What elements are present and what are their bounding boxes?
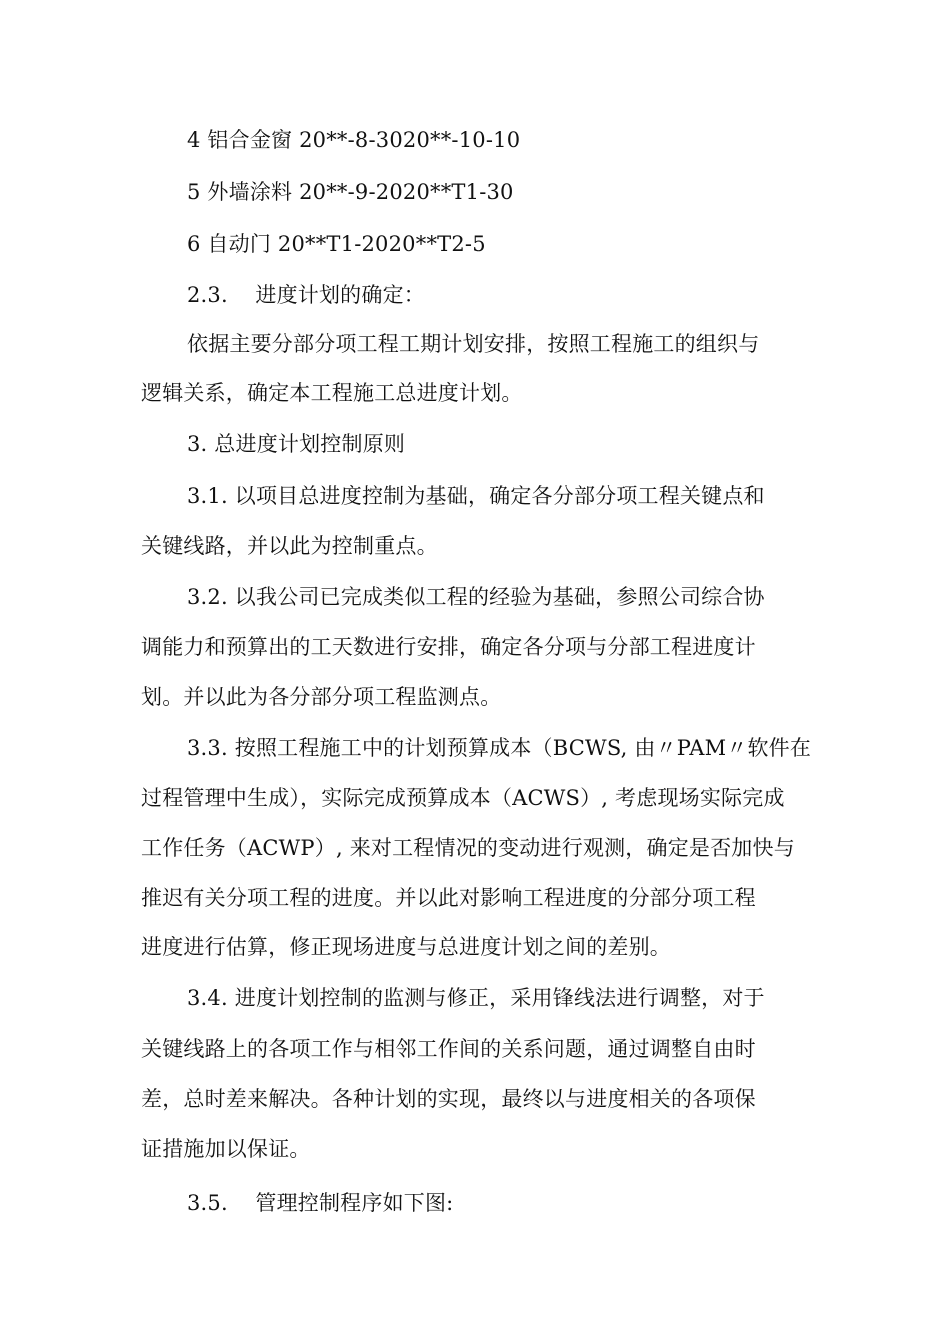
paragraph-line: 依据主要分部分项工程工期计划安排，按照工程施工的组织与 [187, 332, 760, 356]
paragraph-line: 划。并以此为各分部分项工程监测点。 [141, 685, 502, 709]
paragraph-line: 推迟有关分项工程的进度。并以此对影响工程进度的分部分项工程 [141, 886, 756, 910]
paragraph-line: 3.2. 以我公司已完成类似工程的经验为基础，参照公司综合协 [187, 585, 765, 609]
paragraph-line: 3.3. 按照工程施工中的计划预算成本（BCWS, 由〃PAM〃软件在 [187, 736, 812, 760]
section-heading-2-3: 2.3. 进度计划的确定： [187, 283, 425, 307]
paragraph-line: 逻辑关系，确定本工程施工总进度计划。 [141, 381, 523, 405]
paragraph-line: 关键线路，并以此为控制重点。 [141, 534, 438, 558]
paragraph-line: 过程管理中生成），实际完成预算成本（ACWS）, 考虑现场实际完成 [141, 786, 785, 810]
paragraph-line: 进度进行估算，修正现场进度与总进度计划之间的差别。 [141, 935, 671, 959]
paragraph-line: 证措施加以保证。 [141, 1137, 311, 1161]
schedule-item-5: 5 外墙涂料 20**-9-2020**T1-30 [187, 180, 514, 204]
paragraph-line: 调能力和预算出的工天数进行安排，确定各分项与分部工程进度计 [141, 635, 756, 659]
paragraph-line: 3.4. 进度计划控制的监测与修正，采用锋线法进行调整，对于 [187, 986, 765, 1010]
paragraph-line: 3.1. 以项目总进度控制为基础，确定各分部分项工程关键点和 [187, 484, 765, 508]
section-heading-3-5: 3.5. 管理控制程序如下图: [187, 1191, 454, 1215]
paragraph-line: 工作任务（ACWP）, 来对工程情况的变动进行观测，确定是否加快与 [141, 836, 795, 860]
schedule-item-6: 6 自动门 20**T1-2020**T2-5 [187, 232, 486, 256]
paragraph-line: 差，总时差来解决。各种计划的实现，最终以与进度相关的各项保 [141, 1087, 756, 1111]
paragraph-line: 关键线路上的各项工作与相邻工作间的关系问题，通过调整自由时 [141, 1037, 756, 1061]
schedule-item-4: 4 铝合金窗 20**-8-3020**-10-10 [187, 128, 521, 152]
section-heading-3: 3. 总进度计划控制原则 [187, 432, 406, 456]
